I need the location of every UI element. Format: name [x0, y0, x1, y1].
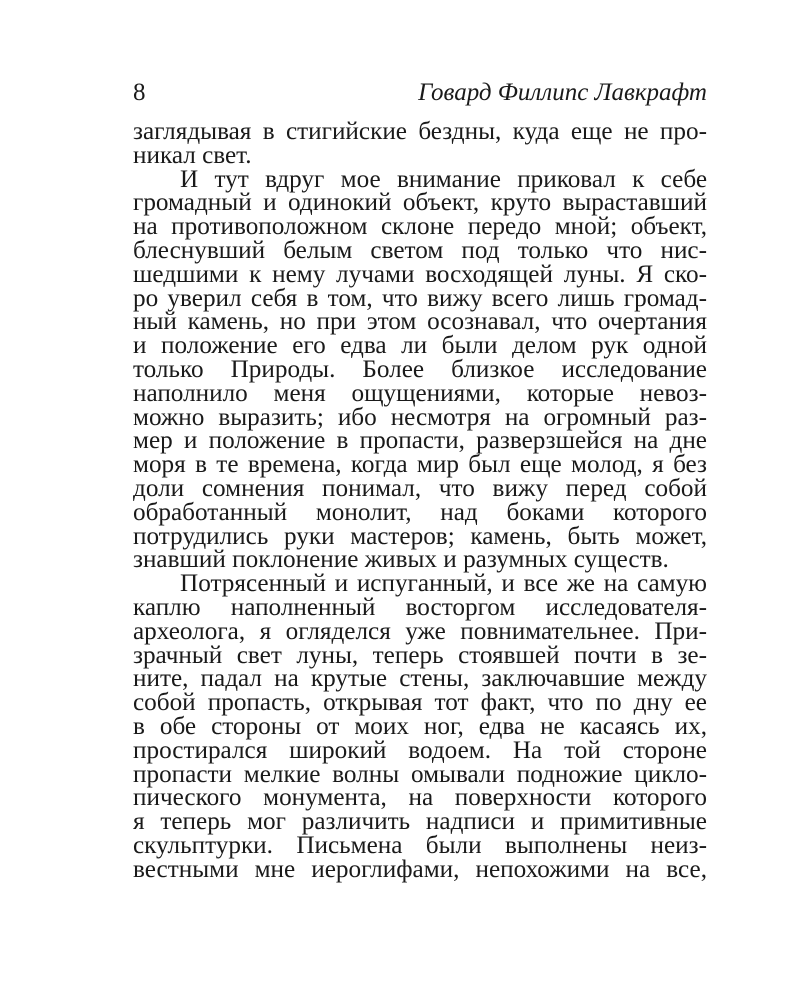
page-header [133, 78, 707, 112]
text-line: мер и положение в пропасти, разверзшейся на дне [133, 427, 707, 455]
text-line: доли сомнения понимал, что вижу перед собой [133, 474, 707, 502]
text-line: простирался широкий водоем. На той стороне [133, 736, 707, 764]
text-line: я теперь мог различить надписи и примитивные [133, 808, 707, 836]
text-line: И тут вдруг мое внимание приковал к себе [180, 165, 707, 193]
text-line: обработанный монолит, над боками которого [133, 498, 707, 526]
text-line: пического монумента, на поверхности которого [133, 784, 707, 812]
text-line: можно выразить; ибо несмотря на огромный раз- [133, 403, 707, 431]
text-line: скульптурки. Письмена были выполнены неиз- [133, 831, 707, 859]
text-line: громадный и одинокий объект, круто выраставший [133, 189, 707, 217]
text-line: наполнило меня ощущениями, которые невоз- [133, 379, 707, 407]
text-line: пропасти мелкие волны омывали подножие цикло- [133, 760, 707, 788]
text-line: потрудились руки мастеров; камень, быть может, [133, 522, 707, 550]
text-line: и положение его едва ли были делом рук одной [133, 332, 707, 360]
text-line: шедшими к нему лучами восходящей луны. Я ско- [133, 260, 707, 288]
text-line: археолога, я огляделся уже повнимательнее. При- [133, 617, 707, 645]
text-line: на противоположном склоне передо мной; объект, [133, 213, 707, 241]
text-line: зрачный свет луны, теперь стоявшей почти в зе- [133, 641, 707, 669]
text-line: заглядывая в стигийские бездны, куда еще не про- [133, 118, 707, 145]
book-page [133, 78, 707, 882]
text-line: знавший поклонение живых и разумных существ. [133, 546, 669, 574]
text-line: каплю наполненный восторгом исследователя- [133, 593, 707, 621]
text-line: блеснувший белым светом под только что нис- [133, 236, 707, 264]
body-text [133, 120, 707, 882]
page-number: 8 [133, 79, 146, 106]
text-line: вестными мне иероглифами, непохожими на все, [133, 855, 707, 883]
running-title: Говард Филлипс Лавкрафт [418, 79, 707, 106]
text-line: собой пропасть, открывая тот факт, что по дну ее [133, 689, 707, 717]
paragraph [133, 165, 707, 574]
text-line: Потрясенный и испуганный, и все же на самую [180, 570, 707, 598]
paragraph [133, 572, 707, 881]
text-line: моря в те времена, когда мир был еще молод, я без [133, 451, 707, 479]
text-line: только Природы. Более близкое исследование [133, 355, 707, 383]
text-line: в обе стороны от моих ног, едва не касаясь их, [133, 712, 707, 740]
paragraph [133, 120, 707, 168]
text-line: никал свет. [133, 141, 252, 169]
text-line: ните, падал на крутые стены, заключавшие между [133, 665, 707, 693]
text-line: ро уверил себя в том, что вижу всего лишь громад- [133, 284, 707, 312]
text-line: ный камень, но при этом осознавал, что очертания [133, 308, 707, 336]
